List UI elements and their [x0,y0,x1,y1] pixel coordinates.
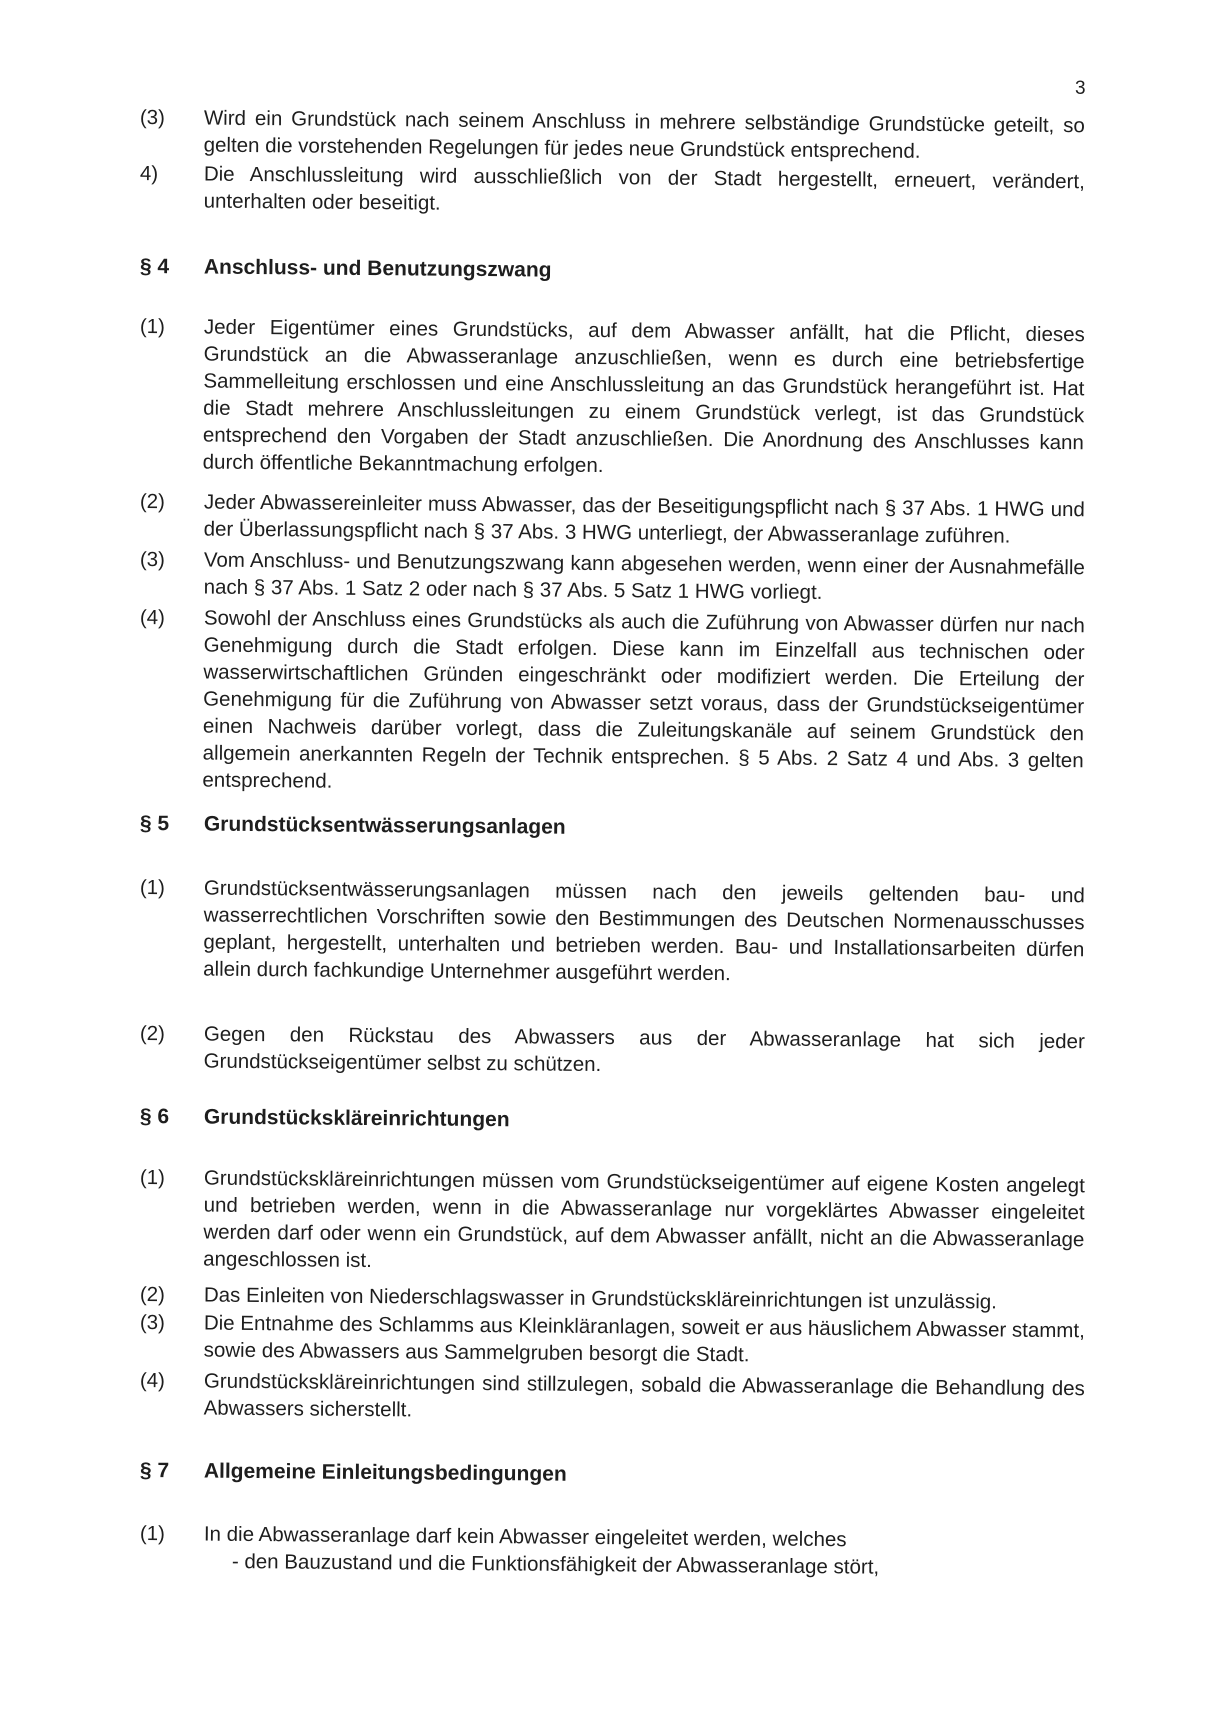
paragraph-text: Das Einleiten von Niederschlagswasser in Grundstückskläreinrichtungen ist unzulässig. [203,1283,998,1314]
paragraph-number: (2) [139,489,166,514]
paragraph-number: (1) [139,314,166,339]
section-number: § 5 [139,811,170,836]
paragraph-number: (3) [139,105,166,130]
paragraph-number: (1) [139,875,166,900]
paragraph-text: Jeder Eigentümer eines Grundstücks, auf dem Abwasser anfällt, hat die Pflicht, dieses Grundstück an die Abwasseranlage anzuschließen, wenn es durch eine betriebsfertige Sammelleitung erschlossen und eine Anschlussleitung an das Grundstück herangeführt ist. Hat die Stadt mehrere Anschlussleitungen zu einem Grundstück verlegt, ist das Grundstück entsprechend den Vorgaben der Stadt anzuschließen. Die Anordnung des Anschlusses kann durch öffentliche Bekanntmachung erfolgen. [202,315,1085,478]
section-number: § 4 [139,254,170,279]
paragraph-6-1 [139,1164,1085,1280]
paragraph-6-3 [140,1309,1085,1371]
paragraph-5-2 [140,1020,1085,1082]
paragraph-4-3 [140,546,1085,608]
paragraph-6-4 [140,1367,1085,1429]
paragraph-text: In die Abwasseranlage darf kein Abwasser eingeleitet werden, welches [203,1522,847,1552]
paragraph-text: Die Entnahme des Schlamms aus Kleinkläranlagen, soweit er aus häuslichem Abwasser stammt, sowie des Abwassers aus Sammelgruben besorgt die Stadt. [203,1311,1085,1367]
paragraph-3-3 [140,104,1085,166]
paragraph-text: Wird ein Grundstück nach seinem Anschluss in mehrere selbständige Grundstücke geteilt, so gelten die vorstehenden Regelungen für jedes neue Grundstück entsprechend. [203,106,1085,163]
section-heading-6 [140,1103,1085,1139]
paragraph-4-2 [140,488,1085,550]
paragraph-text: Grundstückskläreinrichtungen sind stillzulegen, sobald die Abwasseranlage die Behandlung des Abwassers sicherstellt. [203,1369,1085,1422]
paragraph-number: (4) [139,1368,166,1393]
paragraph-number: (2) [139,1282,166,1307]
paragraph-text: Grundstückskläreinrichtungen müssen vom Grundstückseigentümer auf eigene Kosten angelegt und betrieben werden, wenn in die Abwasseranlage nur vorgeklärtes Abwasser eingeleitet werden darf oder wenn ein Grundstück, auf dem Abwasser anfällt, nicht an die Abwasseranlage angeschlossen ist. [203,1166,1085,1273]
paragraph-text: Jeder Abwassereinleiter muss Abwasser, das der Beseitigungspflicht nach § 37 Abs. 1 HWG und der Überlassungspflicht nach § 37 Abs. 3 HWG unterliegt, der Abwasseranlage zuführen. [203,490,1085,548]
paragraph-number: (1) [139,1521,166,1546]
paragraph-number: (4) [139,605,166,630]
paragraph-number: 4) [139,161,159,186]
paragraph-number: (2) [139,1021,166,1046]
paragraph-3-4 [140,160,1085,222]
paragraph-number: (3) [139,547,166,572]
paragraph-number: (3) [139,1310,166,1335]
section-title: Grundstückskläreinrichtungen [203,1105,510,1132]
paragraph-4-1 [139,313,1085,483]
paragraph-text: Vom Anschluss- und Benutzungszwang kann abgesehen werden, wenn einer der Ausnahmefälle nach § 37 Abs. 1 Satz 2 oder nach § 37 Abs. 5 Satz 1 HWG vorliegt. [203,548,1085,604]
paragraph-text: Sowohl der Anschluss eines Grundstücks als auch die Zuführung von Abwasser dürfen nur nach Genehmigung durch die Stadt erfolgen. Diese kann im Einzelfall aus technischen oder wasserwirtschaftlichen Gründen eingeschränkt oder modifiziert werden. Die Erteilung der Genehmigung für die Zuführung von Abwasser setzt voraus, dass der Grundstückseigentümer einen Nachweis darüber vorlegt, dass die Zuleitungskanäle auf seinem Grundstück den allgemein anerkannten Regeln der Technik entsprechen. § 5 Abs. 2 Satz 4 und Abs. 3 gelten entsprechend. [202,606,1085,793]
paragraph-5-1 [139,874,1085,990]
section-title: Grundstücksentwässerungsanlagen [203,812,566,839]
section-title: Anschluss- und Benutzungszwang [203,255,552,282]
section-number: § 6 [139,1104,170,1129]
paragraph-text: Gegen den Rückstau des Abwassers aus der Abwasseranlage hat sich jeder Grundstückseigentümer selbst zu schützen. [203,1022,1085,1077]
paragraph-4-4 [138,604,1085,801]
section-heading-5 [140,810,1085,846]
list-item: - den Bauzustand und die Funktionsfähigkeit der Abwasseranlage stört, [231,1549,880,1579]
paragraph-number: (1) [139,1165,166,1190]
section-number: § 7 [139,1458,170,1483]
page-number: 3 [1075,78,1086,99]
paragraph-text: Grundstücksentwässerungsanlagen müssen nach den jeweils geltenden bau- und wasserrechtlichen Vorschriften sowie den Bestimmungen des Deutschen Normenausschusses geplant, hergestellt, unterhalten und betrieben werden. Bau- und Installationsarbeiten dürfen allein durch fachkundige Unternehmer ausgeführt werden. [203,876,1085,986]
section-title: Allgemeine Einleitungsbedingungen [203,1459,567,1486]
section-heading-4 [140,253,1085,289]
paragraph-text: Die Anschlussleitung wird ausschließlich von der Stadt hergestellt, erneuert, verändert, unterhalten oder beseitigt. [203,162,1085,215]
section-heading-7 [140,1457,1085,1493]
